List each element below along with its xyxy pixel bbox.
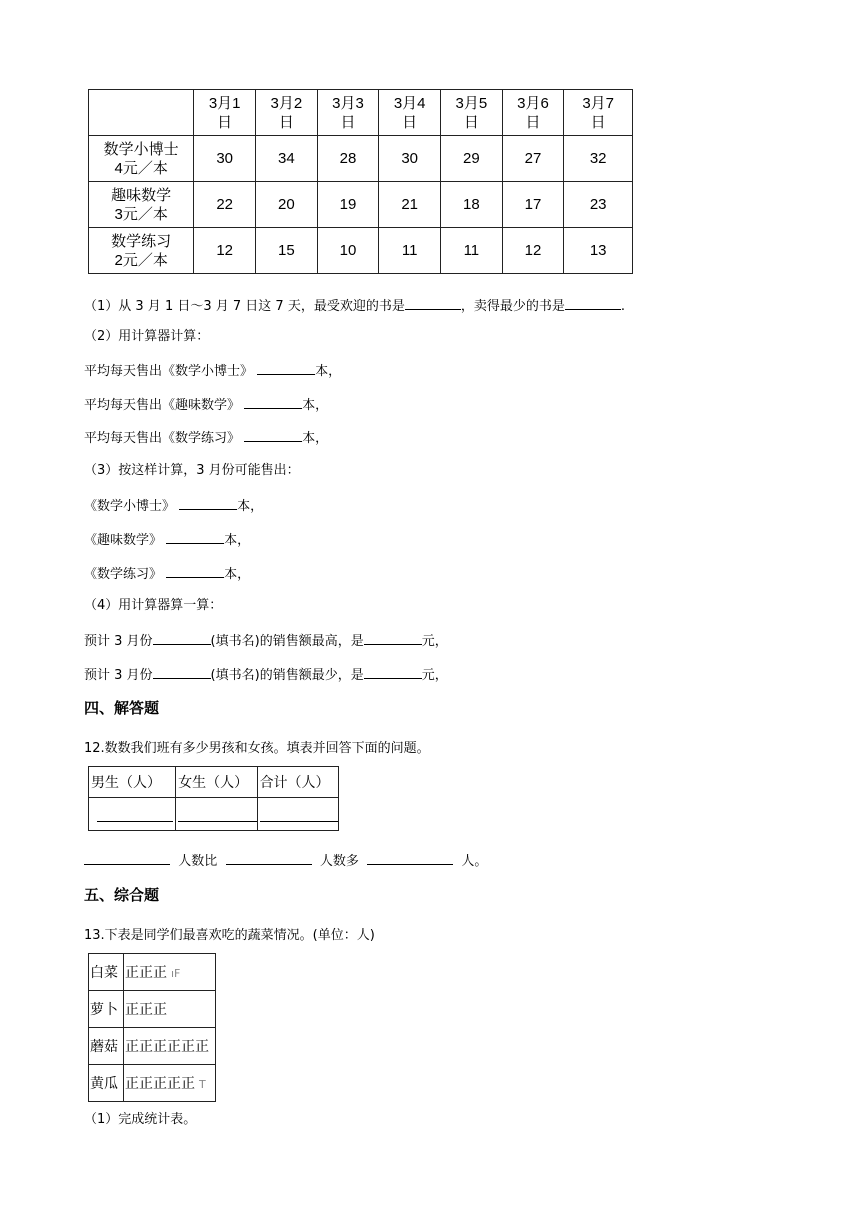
- gender-table: [88, 766, 339, 831]
- q3-line-unit: 本，: [237, 499, 264, 514]
- cell: 32: [564, 136, 633, 182]
- question-2-title: （2）用计算器计算：: [84, 329, 210, 344]
- answer-blank[interactable]: [367, 851, 453, 865]
- veg-name: 萝卜: [89, 991, 124, 1028]
- cell: 12: [194, 228, 256, 274]
- input-boys[interactable]: [89, 798, 176, 831]
- answer-blank[interactable]: [166, 530, 224, 544]
- cell: 30: [379, 136, 441, 182]
- q4-line-text: (填书名)的销售额最高，是: [210, 634, 364, 649]
- q1-text-c: .: [620, 299, 625, 314]
- cell: 22: [194, 182, 256, 228]
- q4-line-unit: 元，: [421, 668, 448, 683]
- q3-line-unit: 本，: [224, 567, 251, 582]
- q2-line-text: 平均每天售出《数学练习》: [84, 431, 241, 446]
- q2-line-text: 平均每天售出《数学小博士》: [84, 364, 254, 379]
- question-13-text: 13.下表是同学们最喜欢吃的蔬菜情况。(单位：人): [84, 928, 375, 943]
- cell: 28: [317, 136, 379, 182]
- header-day-4: 3月4 日: [379, 90, 441, 136]
- header-day-7: 3月7 日: [564, 90, 633, 136]
- q4-line-text: 预计 3 月份: [84, 634, 153, 649]
- tally-cell: 正正正正正 T: [124, 1065, 216, 1102]
- q2-line-unit: 本，: [302, 398, 329, 413]
- answer-blank[interactable]: [364, 665, 422, 679]
- cell: 30: [194, 136, 256, 182]
- q4-line-unit: 元，: [421, 634, 448, 649]
- section-heading-5: 五、综合题: [84, 886, 160, 904]
- row-label: 数学练习 2元／本: [89, 228, 194, 274]
- table-row: [89, 1028, 216, 1065]
- question-2-line: [84, 361, 341, 381]
- cell: 21: [379, 182, 441, 228]
- q4-line-text: (填书名)的销售额最少，是: [210, 668, 364, 683]
- row-label: 数学小博士 4元／本: [89, 136, 194, 182]
- q1-text-b: ，卖得最少的书是: [460, 299, 565, 314]
- question-13-sub-1: （1）完成统计表。: [84, 1112, 197, 1127]
- table-row: [89, 182, 633, 228]
- veg-name: 黄瓜: [89, 1065, 124, 1102]
- veg-name: 蘑菇: [89, 1028, 124, 1065]
- cell: 19: [317, 182, 379, 228]
- q3-line-text: 《趣味数学》: [84, 533, 163, 548]
- answer-blank[interactable]: [153, 631, 211, 645]
- partial-tally-mark: T: [199, 1078, 206, 1091]
- cell: 12: [502, 228, 564, 274]
- answer-blank[interactable]: [244, 428, 302, 442]
- cell: 15: [256, 228, 318, 274]
- answer-blank[interactable]: [364, 631, 422, 645]
- answer-blank[interactable]: [565, 296, 621, 310]
- table-row: [89, 136, 633, 182]
- table-row: [89, 1065, 216, 1102]
- input-total[interactable]: [257, 798, 338, 831]
- q3-line-unit: 本，: [224, 533, 251, 548]
- header-day-5: 3月5 日: [441, 90, 503, 136]
- question-4-line: [84, 631, 448, 651]
- vegetable-tally-table: [88, 953, 216, 1102]
- header-day-2: 3月2 日: [256, 90, 318, 136]
- cell: 11: [379, 228, 441, 274]
- input-girls[interactable]: [176, 798, 257, 831]
- answer-blank[interactable]: [84, 851, 170, 865]
- q3-line-text: 《数学小博士》: [84, 499, 176, 514]
- question-3-line: [84, 530, 250, 550]
- partial-tally-mark: ıF: [171, 967, 181, 980]
- section-heading-4: 四、解答题: [84, 699, 160, 717]
- header-girls: 女生（人）: [176, 767, 257, 798]
- answer-blank[interactable]: [257, 361, 315, 375]
- question-3-line: [84, 496, 263, 516]
- question-12-sentence: [84, 851, 487, 871]
- answer-blank[interactable]: [226, 851, 312, 865]
- table-corner: [89, 90, 194, 136]
- cell: 18: [441, 182, 503, 228]
- cell: 11: [441, 228, 503, 274]
- cell: 10: [317, 228, 379, 274]
- cell: 29: [441, 136, 503, 182]
- answer-blank[interactable]: [179, 496, 237, 510]
- header-boys: 男生（人）: [89, 767, 176, 798]
- answer-blank[interactable]: [244, 395, 302, 409]
- question-3-title: （3）按这样计算，3 月份可能售出：: [84, 463, 300, 478]
- q2-line-text: 平均每天售出《趣味数学》: [84, 398, 241, 413]
- cell: 17: [502, 182, 564, 228]
- q2-line-unit: 本，: [315, 364, 342, 379]
- answer-blank[interactable]: [405, 296, 461, 310]
- cell: 20: [256, 182, 318, 228]
- tally-cell: 正正正正正正: [124, 1028, 216, 1065]
- question-12-text: 12.数数我们班有多少男孩和女孩。填表并回答下面的问题。: [84, 741, 430, 756]
- q4-line-text: 预计 3 月份: [84, 668, 153, 683]
- cell: 13: [564, 228, 633, 274]
- question-2-line: [84, 428, 328, 448]
- q12-text-a: 人数比: [178, 854, 218, 869]
- row-label: 趣味数学 3元／本: [89, 182, 194, 228]
- header-day-1: 3月1 日: [194, 90, 256, 136]
- tally-cell: 正正正: [124, 991, 216, 1028]
- table-row: [89, 954, 216, 991]
- tally-cell: 正正正 ıF: [124, 954, 216, 991]
- header-day-6: 3月6 日: [502, 90, 564, 136]
- question-4-line: [84, 665, 448, 685]
- question-4-title: （4）用计算器算一算：: [84, 598, 223, 613]
- q12-text-b: 人数多: [319, 854, 359, 869]
- answer-blank[interactable]: [153, 665, 211, 679]
- cell: 23: [564, 182, 633, 228]
- question-3-line: [84, 564, 250, 584]
- question-2-line: [84, 395, 328, 415]
- table-row: [89, 228, 633, 274]
- question-1: [84, 296, 625, 316]
- answer-blank[interactable]: [166, 564, 224, 578]
- sales-table: [88, 89, 633, 274]
- cell: 27: [502, 136, 564, 182]
- table-row: [89, 991, 216, 1028]
- q1-text-a: （1）从 3 月 1 日～3 月 7 日这 7 天，最受欢迎的书是: [84, 299, 405, 314]
- header-total: 合计（人）: [257, 767, 338, 798]
- q3-line-text: 《数学练习》: [84, 567, 163, 582]
- header-day-3: 3月3 日: [317, 90, 379, 136]
- q12-text-c: 人。: [461, 854, 488, 869]
- cell: 34: [256, 136, 318, 182]
- q2-line-unit: 本，: [302, 431, 329, 446]
- veg-name: 白菜: [89, 954, 124, 991]
